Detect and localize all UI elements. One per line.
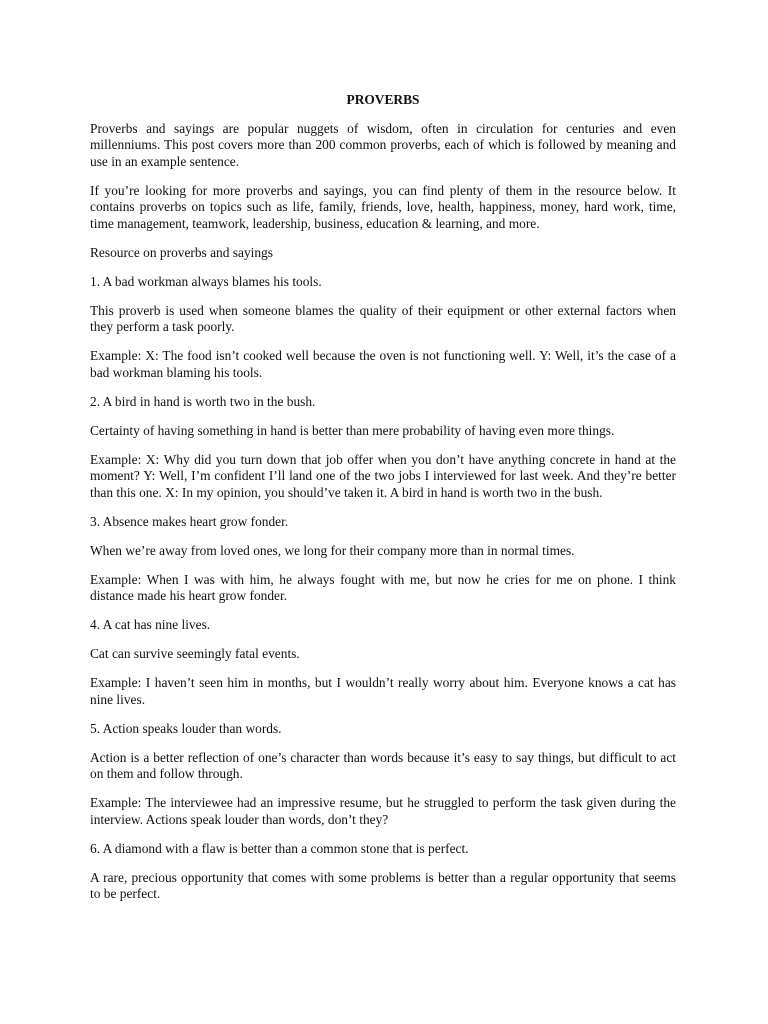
proverb-meaning: This proverb is used when someone blames the quality of their equipment or other external factors when they perform a task poorly.	[90, 302, 676, 334]
proverb-meaning: Certainty of having something in hand is better than mere probability of having even more things.	[90, 422, 615, 438]
proverb-heading: 5. Action speaks louder than words.	[90, 720, 282, 736]
proverb-meaning: A rare, precious opportunity that comes with some problems is better than a regular opportunity that seems to be perfect.	[90, 869, 676, 901]
document-page	[90, 92, 676, 915]
proverb-heading: 2. A bird in hand is worth two in the bush.	[90, 393, 316, 409]
proverb-heading: 3. Absence makes heart grow fonder.	[90, 513, 289, 529]
proverb-heading: 1. A bad workman always blames his tools.	[90, 273, 322, 289]
document-title: PROVERBS	[346, 92, 420, 107]
proverb-example: Example: The interviewee had an impressive resume, but he struggled to perform the task given during the interview. Actions speak louder than words, don’t they?	[90, 795, 676, 827]
proverb-heading: 6. A diamond with a flaw is better than a common stone that is perfect.	[90, 840, 469, 856]
intro-paragraph: Proverbs and sayings are popular nuggets of wisdom, often in circulation for centuries and even millenniums. This post covers more than 200 common proverbs, each of which is followed by meaning and use in an example sentence.	[90, 120, 676, 169]
proverb-meaning: When we’re away from loved ones, we long for their company more than in normal times.	[90, 542, 575, 558]
proverb-example: Example: X: Why did you turn down that job offer when you don’t have anything concrete in hand at the moment? Y: Well, I’m confident I’ll land one of the two jobs I interviewed for last week. And they’re better than this one. X: In my opinion, you should’ve taken it. A bird in hand is worth two in the bush.	[90, 451, 676, 500]
proverb-meaning: Cat can survive seemingly fatal events.	[90, 646, 300, 661]
intro-paragraph: If you’re looking for more proverbs and sayings, you can find plenty of them in the resource below. It contains proverbs on topics such as life, family, friends, love, health, happiness, money, hard work, time, time management, teamwork, leadership, business, education & learning, and more.	[90, 182, 676, 231]
proverb-example: Example: X: The food isn’t cooked well because the oven is not functioning well. Y: Well, it’s the case of a bad workman blaming his tools.	[90, 348, 676, 380]
proverb-heading: 4. A cat has nine lives.	[90, 617, 211, 632]
proverb-example: Example: When I was with him, he always fought with me, but now he cries for me on phone. I think distance made his heart grow fonder.	[90, 571, 676, 603]
resource-label: Resource on proverbs and sayings	[90, 244, 273, 260]
proverb-meaning: Action is a better reflection of one’s character than words because it’s easy to say things, but difficult to act on them and follow through.	[90, 749, 676, 781]
proverb-example: Example: I haven’t seen him in months, but I wouldn’t really worry about him. Everyone knows a cat has nine lives.	[90, 675, 676, 707]
